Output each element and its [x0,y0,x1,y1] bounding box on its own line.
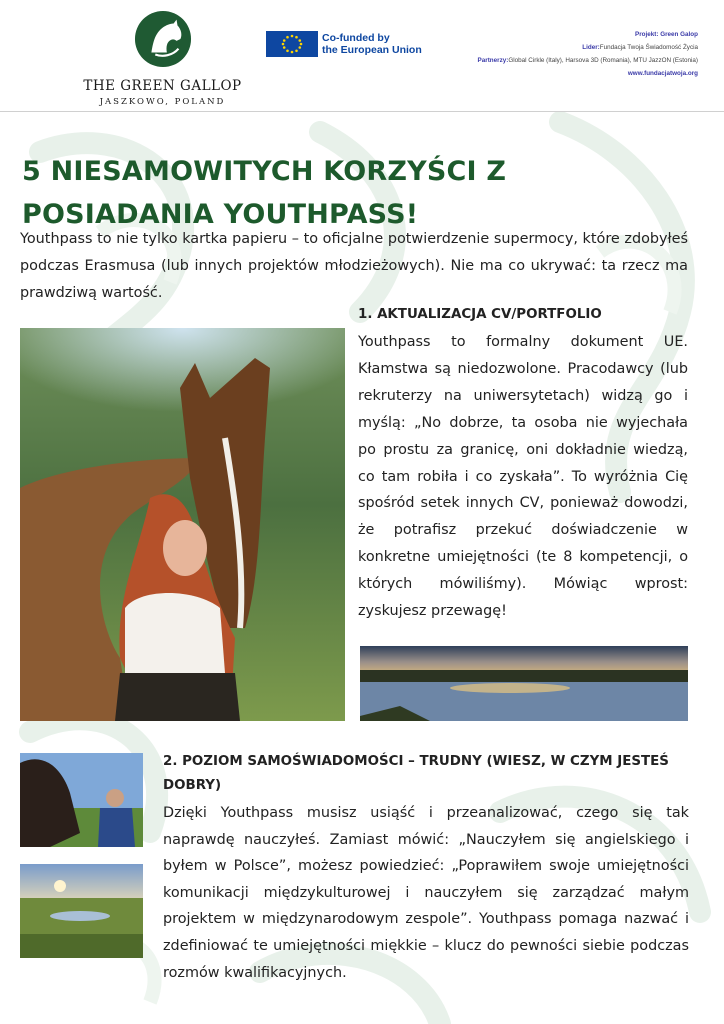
project-value: Green Galop [660,31,698,38]
page-title [22,150,506,236]
eu-text-line1: Co-funded by [322,32,390,44]
horse-head-icon [134,10,192,68]
leader-label: Lider: [582,44,600,51]
green-gallop-logo [80,8,245,108]
section1-heading: 1. AKTUALIZACJA CV/PORTFOLIO [358,307,602,322]
meadow-photo [20,864,143,958]
leader-value: Fundacja Twoja Świadomość Życia [599,44,698,51]
partners-value: Global Cirkle (Italy), Harsova 3D (Romania), MTU JazzON (Estonia) [508,57,698,64]
lake-sunset-photo [360,646,688,721]
intro-paragraph: Youthpass to nie tylko kartka papieru – to oficjalne potwierdzenie supermocy, które zdobyłeś podczas Erasmusa (lub innych projektów młodzieżowych). Nie ma co ukrywać: ta rzecz ma prawdziwą wartość. [20,231,688,301]
page-header [0,0,724,112]
eu-funding-badge [266,31,422,57]
horse-hug-photo [20,328,345,721]
section2-text: Dzięki Youthpass musisz usiąść i przeanalizować, czego się tak naprawdę nauczyłeś. Zamiast mówić: „Nauczyłem się angielskiego i byłem w Polsce”, możesz powiedzieć: „Poprawiłem swoje umiejętności komunikacji międzykulturowej i nauczyłem się zarządzać małym projektem w międzynarodowym zespole”. Youthpass pomaga nazwać i zdefiniować te umiejętności miękkie – klucz do pewności siebie podczas rozmów kwalifikacyjnych. [163,805,689,981]
eu-flag-icon [266,31,318,57]
partners-label: Partnerzy: [477,57,509,64]
website-link[interactable]: www.fundacjatwoja.org [627,70,698,77]
logo-name: THE GREEN GALLOP [83,78,242,94]
title-line2: POSIADANIA YOUTHPASS! [22,199,419,230]
project-label: Projekt: [635,31,659,38]
project-info [478,28,698,80]
eu-text-line2: the European Union [322,44,422,56]
logo-place: JASZKOWO, POLAND [99,97,226,107]
section1-text: Youthpass to formalny dokument UE. Kłamstwa są niedozwolone. Pracodawcy (lub rekruterzy na uniwersytetach) widzą go i myślą: „No dobrze, ta osoba nie wyjechała po prostu za granicę, oni dokładnie wiedzą, co tam robiła i co zyskała”. To wyróżnia Cię spośród setek innych CV, ponieważ dowodzi, że potrafisz przekuć doświadczenie w konkretne umiejętności (te 8 kompetencji, o których mówiliśmy). Mówiąc wprost: zyskujesz przewagę! [358,334,688,620]
title-line1: 5 NIESAMOWITYCH KORZYŚCI Z [22,156,507,187]
section2-heading: 2. POZIOM SAMOŚWIADOMOŚCI – TRUDNY (WIESZ, W CZYM JESTEŚ DOBRY) [163,754,669,793]
boy-with-horse-photo [20,753,143,847]
